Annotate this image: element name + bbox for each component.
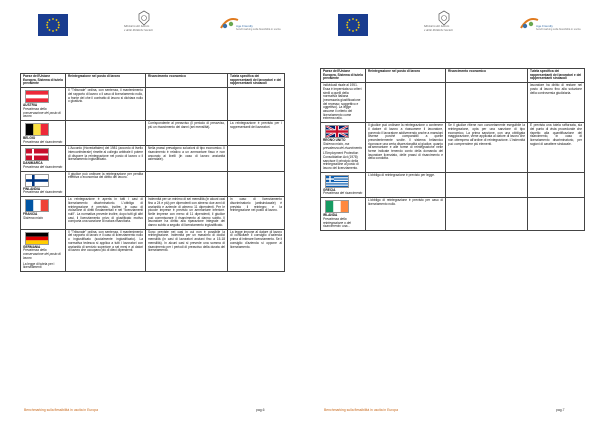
country-extra-note: L'Employment Protection Consolidation Act (1978) sancisce il principio della reintegrazione al posto di lavoro del licenziamento. (323, 151, 359, 171)
table-row (21, 171, 285, 196)
germany-flag-icon (25, 232, 49, 245)
country-system-note: Prevalenza del risarcimento (23, 190, 63, 195)
table-row (21, 197, 285, 230)
representatives-cell: In caso di licenziamento discriminatorio (antisindacale) è previsto il reintegro e la reintegrazione nel posto di lavoro. (228, 197, 285, 230)
greece-flag-icon (325, 175, 349, 188)
comparison-table-right (320, 68, 585, 231)
ireland-flag-icon (325, 200, 349, 213)
footer-text: Benchmarking sulla flessibilità in uscita in Europa (324, 408, 399, 412)
compensation-cell: Sono previste nei casi in cui non è possibile la reintegrazione. Indennità per un massimo di dodici mensilità (in casi di lavoratori anziani fino a 15-18 mensilità). In alcuni casi si prevede una somma di risarcimento per i periodi di preavviso della durata del licenziamento. (146, 229, 228, 271)
footer-text: Benchmarking sulla flessibilità in uscita in Europa (24, 408, 99, 412)
country-system-note: Prevalenza del risarcimento (23, 165, 63, 170)
page-number: pag.6 (256, 408, 265, 412)
reintegration-cell: La reintegrazione è aperta in tutti i casi di licenziamento discriminatorio. L'obbligo di reintegrazione è previsto, inoltre, in caso di violazione di diritti fondamentali e nei "licenziamenti nulli". La normativa prevede inoltre, dopo tutti gli altri casi, il licenziamento privo di giustificato motivo comporta una sanzione di natura risarcitoria. (66, 197, 146, 230)
logo-caption: Age Friendly benchmarking sulla flessibilità in uscita (236, 24, 281, 32)
country-cell (321, 123, 366, 173)
country-cell (321, 83, 366, 123)
compensation-cell (446, 198, 528, 231)
header-reintegration: Reintegrazione nel posto di lavoro (66, 74, 146, 88)
representatives-cell (228, 88, 285, 121)
representatives-cell: La legge impone al datore di lavoro di consultare il consiglio d'azienda prima di intimare licenziamento. Se il consiglio d'azienda si oppone al licenziamento. (228, 229, 285, 271)
reintegration-cell: Il giudice può ordinare la reintegrazione o contenere il datore di lavoro a riassumere il lavoratore, ponendo il lavoratore addivenendo anche a mansioni diverse purché comparabili a quelle precedentemente svolte. Il sistema britannico riconosce una certa discrezionalità al giudice, quanto all'ammontare e alle forme di reintegrazione nelle forme indicate tenendo conto della domanda del lavoratore licenziato, delle prassi di risarcimento e della condotta. (366, 123, 446, 173)
compensation-cell (446, 83, 528, 123)
compensation-cell (146, 88, 228, 121)
comparison-table-left (20, 73, 285, 272)
country-name: FRANCIA (23, 212, 38, 217)
country-cell (21, 146, 66, 171)
country-system-note: Prevalenza del risarcimento (323, 191, 363, 196)
country-cell (21, 171, 66, 196)
compensation-cell (446, 172, 528, 197)
table-row (321, 172, 585, 197)
belgium-flag-icon (25, 123, 49, 136)
country-name: REGNO UNITO (323, 138, 346, 143)
denmark-flag-icon (25, 148, 49, 161)
country-system-note: Prevalenza del risarcimento (23, 139, 63, 144)
compensation-cell (146, 171, 228, 196)
page-right (300, 0, 600, 424)
table-row (21, 120, 285, 145)
eu-flag-icon (338, 14, 368, 36)
reintegration-cell (66, 120, 146, 145)
header-representatives: Tutela specifica dei rappresentanti dei lavoratori e dei rappresentanti sindacali (528, 69, 585, 83)
representatives-cell (228, 146, 285, 171)
representatives-cell: È prevista una tutela rafforzata, sia del punto di vista procedurale che rispetto alla quantificazione del risarcimento, in caso di licenziamento discriminatorio, per ragioni di carattere sindacale. (528, 123, 585, 173)
reintegration-cell: Il giudice può ordinare la reintegrazione per perdita effettiva o economica del diritto del lavoro. (66, 171, 146, 196)
country-system-note: Sistema misto, ma prevalenza del risarcimento (323, 141, 362, 150)
country-cell (21, 229, 66, 271)
table-row (321, 198, 585, 231)
reintegration-cell (366, 83, 446, 123)
representatives-cell: lavoratore ha diritto di restare nel posto di lavoro fino alla soluzione della controversia giudiziaria. (528, 83, 585, 123)
country-text: individuali risale al 1951. Essa è imperniata su criteri simili a quelli della normativa Italiana (necessaria giustificazione del recesso: soggettivo e oggettivo). La legge assume il criterio del licenziamento come extrema ratio. (323, 83, 362, 121)
country-cell (321, 198, 366, 231)
country-system-note: Prevalenza della conservazione del posto di lavoro (23, 106, 61, 119)
reintegration-cell: L'obbligo di reintegrazione è previsto per legge. (366, 172, 446, 197)
ministry-name: Ministero del Lavoro e delle Politiche Sociali (124, 24, 153, 32)
logo-caption: Age Friendly benchmarking sulla flessibilità in uscita (536, 24, 581, 32)
reintegration-cell: L'Accordo (Hovedaftalen) del 1981 (accordo di livello interconfederale) rimette al collegio arbitrale il potere di disporre la reintegrazione nel posto di lavoro o il licenziamento ingiustificato. (66, 146, 146, 171)
country-system-note: Prevalenza della reintegrazione o del risarcimento: una... (323, 216, 351, 229)
compensation-cell: Corrispondente al preavviso (il periodo di preavviso, più un risarcimento dei danni (sei mensilità). (146, 120, 228, 145)
country-system-note: Sistema misto (23, 215, 44, 220)
header-country: Paese dell'Unione Europea. Sistema di tutela prevalente (321, 69, 366, 83)
table-row (21, 88, 285, 121)
country-name: GERMANIA (23, 244, 41, 249)
table-row (21, 146, 285, 171)
header-representatives: Tutela specifica dei rappresentanti dei lavoratori e dei rappresentanti sindacali (228, 74, 285, 88)
table-header-row (21, 74, 285, 88)
table-header-row (321, 69, 585, 83)
reintegration-cell: L'obbligo di reintegrazione è previsto per caso di licenziamento nullo. (366, 198, 446, 231)
reintegration-cell: Il "Tribunale" ordina, con sentenza, il mantenimento del rapporto di lavoro o il caso di licenziamento nullo, a fronte del che il contratto di lavoro si dichiara nullo o giustizio. (66, 88, 146, 121)
country-extra-note: La legge di tutela per i licenziamenti (23, 261, 55, 270)
ministry-name: Ministero del Lavoro e delle Politiche Sociali (424, 24, 453, 32)
compensation-cell: Indennità per un minimo di sei mensilità (in alcuni casi fino a 24 e più) per dipendenti con almeno due anni di anzianità e aziende di almeno 11 dipendenti. Per le piccole imprese è previsto un ammontare inferiore. Nelle imprese con meno di 11 dipendenti, il giudice può commisurare il risarcimento al danno subito. Il lavoratore ha diritto alla riparazione integrale del danno subito a seguito di licenziamento ingiustificato. (146, 197, 228, 230)
country-cell (21, 197, 66, 230)
country-name: AUSTRIA (23, 103, 38, 108)
page-number: pag.7 (556, 408, 565, 412)
france-flag-icon (25, 199, 49, 212)
compensation-cell: Se il giudice ritiene non concretamente eseguibile la reintegrazione, opta per una sanzione di tipo economico. La prima sanzione, con una obbligata maggiorazione, viene applicata al datore di lavoro che non ottempera all'ordine di reintegrazione. L'indennità può comprendere più elementi. (446, 123, 528, 173)
table-row (321, 123, 585, 173)
representatives-cell (528, 198, 585, 231)
country-name: GRECIA (323, 187, 336, 192)
reintegration-cell: Il "Tribunale" ordina, con sentenza, il mantenimento del rapporto di lavoro e il caso di licenziamento nullo o ingiustificato (socialmente ingiustificato). La normativa tedesca si applica a tutti i lavoratori con anzianità di servizio superiore a sei mesi e ai datori di lavoro che occupano più di dieci dipendenti. (66, 229, 146, 271)
table-row (321, 83, 585, 123)
representatives-cell: La reintegrazione è prevista per i rappresentanti dei lavoratori. (228, 120, 285, 145)
header-reintegration: Reintegrazione nel posto di lavoro (366, 69, 446, 83)
country-cell (21, 120, 66, 145)
country-name: FINLANDIA (23, 186, 41, 191)
eu-flag-icon (38, 14, 68, 36)
country-cell (321, 172, 366, 197)
country-name: IRLANDA (323, 213, 338, 218)
header-compensation: Risarcimento economico (446, 69, 528, 83)
representatives-cell (228, 171, 285, 196)
country-name: DANIMARCA (23, 161, 43, 166)
representatives-cell (528, 172, 585, 197)
uk-flag-icon (325, 125, 349, 138)
finland-flag-icon (25, 174, 49, 187)
table-row (21, 229, 285, 271)
austria-flag-icon (25, 90, 49, 103)
header-compensation: Risarcimento economico (146, 74, 228, 88)
header-country: Paese dell'Unione Europea. Sistema di tutela prevalente (21, 74, 66, 88)
country-cell (21, 88, 66, 121)
compensation-cell: Nella prassi prevalgono soluzioni di tipo economico. Il risarcimento è relativo a un ammontare fisso e non ancorato ai livelli (in caso di lavoro anzianità aziendale). (146, 146, 228, 171)
country-name: BELGIO (23, 135, 36, 140)
country-system-note: Prevalenza della conservazione del posto di lavoro (23, 248, 61, 260)
